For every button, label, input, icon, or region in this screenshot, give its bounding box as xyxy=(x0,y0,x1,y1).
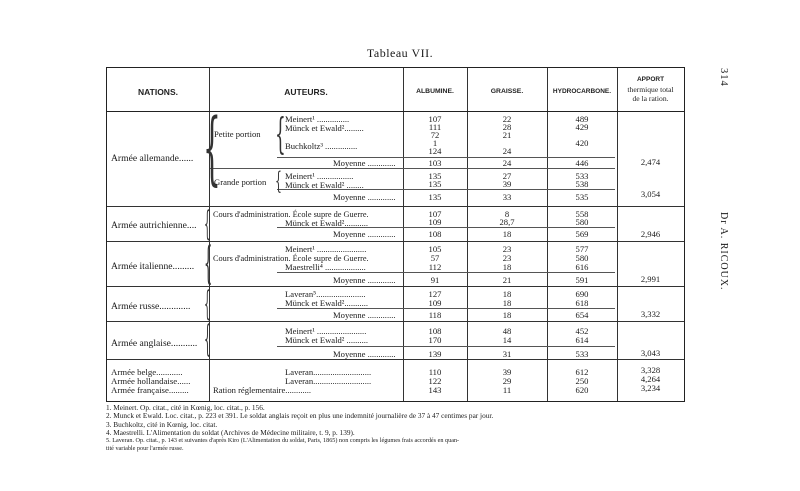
hyd-value: 620 xyxy=(575,385,589,395)
gr-moyenne: 33 xyxy=(502,192,512,202)
apport-value: 4,264 xyxy=(640,374,661,384)
hyd-value: 690 xyxy=(575,289,589,299)
hyd-value: 614 xyxy=(575,335,589,345)
moyenne-label: Moyenne ............. xyxy=(333,310,396,320)
gr-value: 18 xyxy=(502,289,512,299)
alb-value: 109 xyxy=(428,298,442,308)
moyenne-label: Moyenne ............. xyxy=(333,275,396,285)
author-munck: Münck et Ewald²........... xyxy=(285,218,369,228)
alb-value: 108 xyxy=(428,326,442,336)
apport-value: 3,234 xyxy=(640,383,661,393)
alb-moyenne: 103 xyxy=(428,158,442,168)
alb-moyenne: 108 xyxy=(428,229,442,239)
footnote: 3. Buchkoltz, cité in Kœnig, loc. citat. xyxy=(106,419,218,429)
author-maestrelli: Maestrelli⁴ ................... xyxy=(285,262,366,272)
hyd-value: 420 xyxy=(575,138,589,148)
header-apport-2: thermique total xyxy=(627,85,674,94)
nation-autrichienne: Armée autrichienne.... xyxy=(111,220,197,231)
hyd-value: 580 xyxy=(575,253,589,263)
gr-moyenne: 24 xyxy=(502,158,512,168)
alb-value: 110 xyxy=(428,367,442,377)
petite-portion-label: Petite portion xyxy=(214,129,261,139)
hyd-value: 616 xyxy=(575,262,589,272)
alb-moyenne: 118 xyxy=(428,310,442,320)
data-table xyxy=(106,67,685,402)
author-cours-admin: Cours d'administration. École supre de Guerre. xyxy=(213,254,369,263)
gr-value: 28,7 xyxy=(499,217,515,227)
hyd-value: 489 xyxy=(575,114,589,124)
alb-value: 135 xyxy=(428,179,442,189)
moyenne-label: Moyenne ............. xyxy=(333,158,396,168)
nation-brace: { xyxy=(204,238,213,289)
gr-moyenne: 31 xyxy=(502,349,512,359)
nation-allemande: Armée allemande...... xyxy=(111,153,194,164)
nation-brace: { xyxy=(203,101,221,194)
hyd-value: 580 xyxy=(575,217,589,227)
grande-portion-label: Grande portion xyxy=(214,177,267,187)
nation-russe: Armée russe............. xyxy=(111,301,191,312)
alb-value: 122 xyxy=(428,376,442,386)
header-albumine: ALBUMINE. xyxy=(416,88,454,95)
nation-brace: { xyxy=(204,319,211,360)
header-graisse: GRAISSE. xyxy=(490,88,524,95)
alb-moyenne: 135 xyxy=(428,192,442,202)
nation-italienne: Armée italienne......... xyxy=(111,261,195,272)
hyd-value: 533 xyxy=(575,171,589,181)
hyd-value: 618 xyxy=(575,298,589,308)
author-munck: Münck et Ewald²........... xyxy=(285,298,369,308)
hyd-value: 429 xyxy=(575,122,589,132)
page-number: 314 xyxy=(718,68,729,87)
gr-moyenne: 18 xyxy=(502,310,512,320)
hyd-value: 250 xyxy=(575,376,589,386)
nation-belge: Armée belge............ xyxy=(111,367,183,377)
hyd-value: 558 xyxy=(575,209,589,219)
gr-value: 39 xyxy=(502,367,512,377)
alb-moyenne: 91 xyxy=(430,275,440,285)
hyd-value: 612 xyxy=(575,367,589,377)
author-laveran: Laveran........................... xyxy=(285,367,372,377)
alb-value: 1 xyxy=(432,138,438,148)
alb-value: 170 xyxy=(428,335,442,345)
running-head: Dr A. RICOUX. xyxy=(718,212,729,291)
alb-value: 127 xyxy=(428,289,442,299)
author-laveran: Laveran........................... xyxy=(285,376,372,386)
moyenne-label: Moyenne ............. xyxy=(333,192,396,202)
page-title: Tableau VII. xyxy=(366,46,434,60)
alb-value: 135 xyxy=(428,171,442,181)
author-munck: Münck et Ewald² .......... xyxy=(285,335,369,345)
footnote: 5. Laveran. Op. citat., p. 143 et suivantes d'après Kiro (L'Alimentation du soldat, Paris, 1865) non compris les légumes frais accordés en quan- xyxy=(106,437,460,445)
gr-moyenne: 21 xyxy=(502,275,512,285)
author-ration: Ration réglementaire............ xyxy=(213,385,312,395)
author-laveran: Laveran⁵....................... xyxy=(285,289,366,299)
author-meinert: Meinert¹ ....................... xyxy=(285,326,367,336)
gr-value: 18 xyxy=(502,298,512,308)
alb-value: 112 xyxy=(428,262,442,272)
nation-brace: { xyxy=(204,204,211,244)
footnote: 2. Munck et Ewald. Loc. citat., p. 223 et 391. Le soldat anglais reçoit en plus une indemnité journalière de 37 à 47 centimes par jour. xyxy=(106,411,494,421)
alb-value: 107 xyxy=(428,114,442,124)
author-meinert-petite: Meinert¹ ............... xyxy=(285,114,350,124)
header-apport-3: de la ration. xyxy=(632,94,669,103)
hyd-value: 538 xyxy=(575,179,589,189)
hyd-moyenne: 591 xyxy=(575,275,589,285)
alb-moyenne: 139 xyxy=(428,349,442,359)
header-apport-1: APPORT xyxy=(636,76,665,83)
header-hydrocarbone: HYDROCARBONE. xyxy=(552,88,612,95)
author-munck-petite: Münck et Ewald²......... xyxy=(285,123,364,133)
apport-value: 2,991 xyxy=(640,274,661,284)
hyd-value: 577 xyxy=(575,244,589,254)
hyd-moyenne: 569 xyxy=(575,229,589,239)
header-auteurs: AUTEURS. xyxy=(284,87,328,97)
gr-value: 27 xyxy=(502,171,512,181)
apport-value: 3,054 xyxy=(640,189,661,199)
nation-francaise: Armée française......... xyxy=(111,385,189,395)
hyd-moyenne: 535 xyxy=(575,192,589,202)
gr-value: 23 xyxy=(502,253,512,263)
footnotes xyxy=(106,404,686,454)
alb-value: 111 xyxy=(428,122,442,132)
alb-value: 105 xyxy=(428,244,442,254)
author-meinert-grande: Meinert¹ ................. xyxy=(285,171,354,181)
apport-value: 3,332 xyxy=(640,309,661,319)
gr-value: 39 xyxy=(502,179,512,189)
hyd-moyenne: 533 xyxy=(575,349,589,359)
nation-anglaise: Armée anglaise........... xyxy=(111,338,198,349)
gr-value: 11 xyxy=(502,385,512,395)
gr-value: 18 xyxy=(502,262,512,272)
nation-hollandaise: Armée hollandaise...... xyxy=(111,376,191,386)
hyd-value: 452 xyxy=(575,326,589,336)
author-meinert: Meinert¹ ....................... xyxy=(285,244,367,254)
alb-value: 57 xyxy=(430,253,440,263)
apport-value: 2,946 xyxy=(640,229,661,239)
alb-value: 124 xyxy=(428,146,442,156)
footnote: 4. Maestrelli. L'Alimentation du soldat (Archives de Médecine militaire, t. 9, p. 139). xyxy=(106,427,355,437)
footnote: 1. Meinert. Op. citat., cité in Kœnig, loc. citat., p. 156. xyxy=(106,403,265,412)
gr-value: 8 xyxy=(504,209,510,219)
alb-value: 143 xyxy=(428,385,442,395)
hyd-moyenne: 446 xyxy=(575,158,589,168)
gr-value: 48 xyxy=(502,326,512,336)
gr-value: 21 xyxy=(502,130,512,140)
author-munck-grande: Münck et Ewald² ........ xyxy=(285,180,364,190)
gr-value: 28 xyxy=(502,122,512,132)
hyd-moyenne: 654 xyxy=(575,310,589,320)
nation-brace: { xyxy=(204,284,211,324)
moyenne-label: Moyenne ............. xyxy=(333,349,396,359)
gr-value: 14 xyxy=(502,335,512,345)
apport-value: 2,474 xyxy=(640,157,661,167)
author-buchkoltz: Buchkoltz³ ............... xyxy=(285,141,358,151)
grande-portion-brace: { xyxy=(275,167,282,195)
gr-value: 29 xyxy=(502,376,512,386)
apport-value: 3,043 xyxy=(640,348,661,358)
header-nations: NATIONS. xyxy=(138,87,178,97)
author-cours-admin: Cours d'administration. École supre de Guerre. xyxy=(213,210,369,219)
gr-value: 24 xyxy=(502,146,512,156)
alb-value: 107 xyxy=(428,209,442,219)
alb-value: 72 xyxy=(430,130,440,140)
gr-value: 23 xyxy=(502,244,512,254)
apport-value: 3,328 xyxy=(640,365,661,375)
gr-value: 22 xyxy=(502,114,512,124)
petite-portion-brace: { xyxy=(275,109,286,158)
moyenne-label: Moyenne ............. xyxy=(333,229,396,239)
gr-moyenne: 18 xyxy=(502,229,512,239)
alb-value: 109 xyxy=(428,217,442,227)
footnote: tité variable pour l'armée russe. xyxy=(106,445,184,453)
